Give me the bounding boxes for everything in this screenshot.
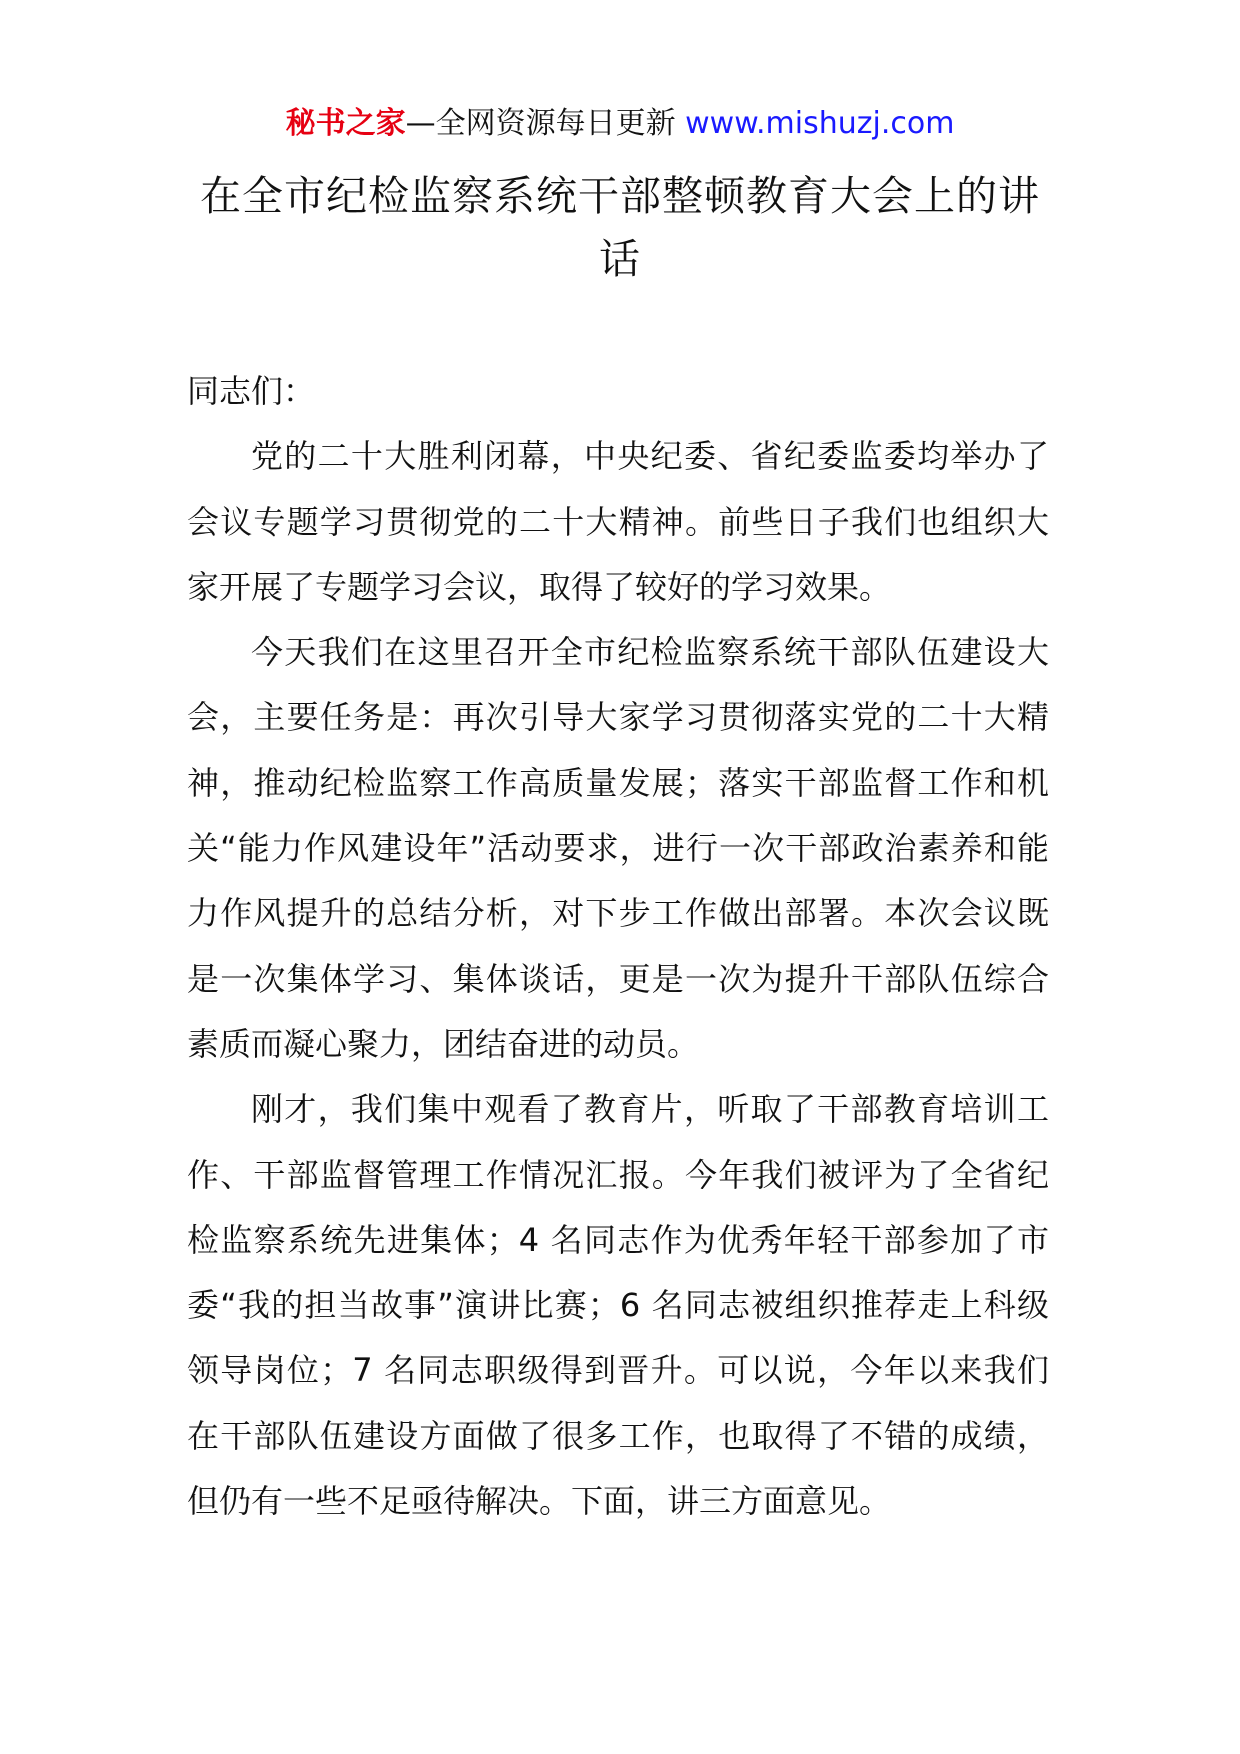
header-tagline: —全网资源每日更新	[405, 106, 676, 141]
site-url-link[interactable]: www.mishuzj.com	[685, 106, 955, 141]
paragraph-1: 党的二十大胜利闭幕，中央纪委、省纪委监委均举办了会议专题学习贯彻党的二十大精神。前些日子我们也组织大家开展了专题学习会议，取得了较好的学习效果。	[187, 437, 1049, 606]
document-title: 在全市纪检监察系统干部整顿教育大会上的讲话	[200, 172, 1040, 283]
brand-name: 秘书之家	[285, 106, 406, 141]
salutation: 同志们：	[187, 372, 316, 410]
document-body	[187, 359, 1049, 1534]
header-banner	[0, 104, 1240, 144]
paragraph-2: 今天我们在这里召开全市纪检监察系统干部队伍建设大会，主要任务是：再次引导大家学习贯彻落实党的二十大精神，推动纪检监察工作高质量发展；落实干部监督工作和机关“能力作风建设年”活动要求，进行一次干部政治素养和能力作风提升的总结分析，对下步工作做出部署。本次会议既是一次集体学习、集体谈话，更是一次为提升干部队伍综合素质而凝心聚力，团结奋进的动员。	[187, 633, 1049, 1063]
paragraph-3: 刚才，我们集中观看了教育片，听取了干部教育培训工作、干部监督管理工作情况汇报。今年我们被评为了全省纪检监察系统先进集体；4 名同志作为优秀年轻干部参加了市委“我的担当故事”演讲比赛；6 名同志被组织推荐走上科级领导岗位；7 名同志职级得到晋升。可以说，今年以来我们在干部队伍建设方面做了很多工作，也取得了不错的成绩，但仍有一些不足亟待解决。下面，讲三方面意见。	[187, 1090, 1049, 1521]
